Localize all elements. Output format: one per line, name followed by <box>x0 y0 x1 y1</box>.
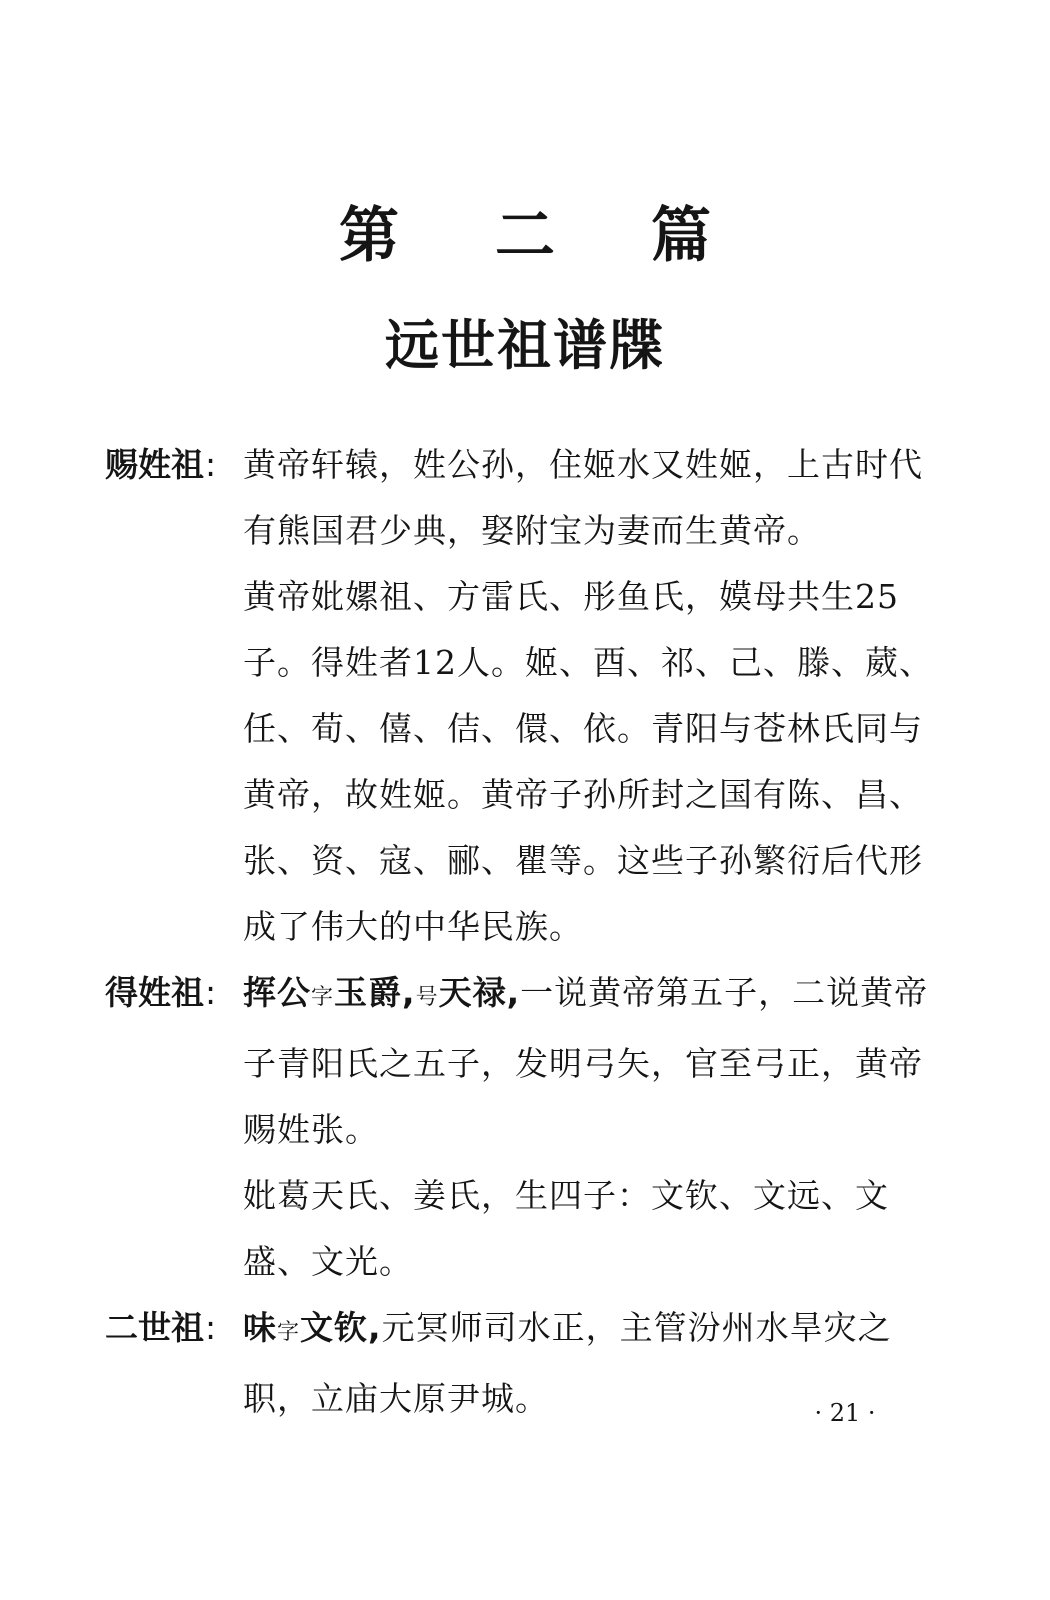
chapter-char-1: 第 <box>339 201 399 271</box>
chapter-char-2: 二 <box>495 201 555 271</box>
entry-label-text: 得姓祖 <box>105 973 204 1012</box>
art-name-marker: 号 <box>415 985 439 1010</box>
entry-label-text: 赐姓祖 <box>105 445 204 484</box>
entry-lead-paragraph <box>243 960 935 1163</box>
entry-body <box>243 960 935 1295</box>
courtesy-name-marker: 字 <box>277 1320 301 1345</box>
entry-paragraph: 黄帝妣嫘祖、方雷氏、彤鱼氏，嫫母共生25子。得姓者12人。姬、酉、祁、己、滕、葳、任、荀、僖、佶、儇、依。青阳与苍林氏同与黄帝，故姓姬。黄帝子孙所封之国有陈、昌、张、资、寇、郦、瞿等。这些子孙繁衍后代形成了伟大的中华民族。 <box>243 577 933 946</box>
entry-label <box>105 960 243 1026</box>
entry-paragraph: 妣葛天氏、姜氏，生四子：文钦、文远、文盛、文光。 <box>243 1176 889 1281</box>
entry-label <box>105 1295 243 1361</box>
entry-lead-text: 元冥师司水正，主管汾州水旱灾之职，立庙大原尹城。 <box>243 1308 892 1418</box>
courtesy-name-marker: 字 <box>311 985 335 1010</box>
chapter-char-3: 篇 <box>651 201 711 271</box>
chapter-heading <box>0 200 1050 272</box>
entry-paragraph: 黄帝轩辕，姓公孙，住姬水又姓姬，上古时代有熊国君少典，娶附宝为妻而生黄帝。 <box>243 445 923 550</box>
entry-label-colon: : <box>205 1308 217 1347</box>
genealogy-entries <box>105 432 935 1432</box>
art-name: 天禄, <box>438 973 521 1012</box>
ancestor-name: 挥公 <box>243 973 311 1012</box>
entry-surname-granting-ancestor <box>105 432 935 960</box>
entry-body <box>243 432 935 960</box>
entry-label-text: 二世祖 <box>105 1308 204 1347</box>
entry-label-colon: : <box>205 445 217 484</box>
entry-surname-receiving-ancestor <box>105 960 935 1295</box>
courtesy-name: 玉爵, <box>334 973 416 1012</box>
entry-label <box>105 432 243 498</box>
entry-label-colon: : <box>205 973 217 1012</box>
section-title: 远世祖谱牒 <box>385 313 665 377</box>
entry-lead-text: 一说黄帝第五子，二说黄帝子青阳氏之五子，发明弓矢，官至弓正，黄帝赐姓张。 <box>243 973 929 1149</box>
ancestor-name: 味 <box>243 1308 277 1347</box>
page-number: · 21 · <box>814 1399 876 1427</box>
courtesy-name: 文钦, <box>300 1308 382 1347</box>
